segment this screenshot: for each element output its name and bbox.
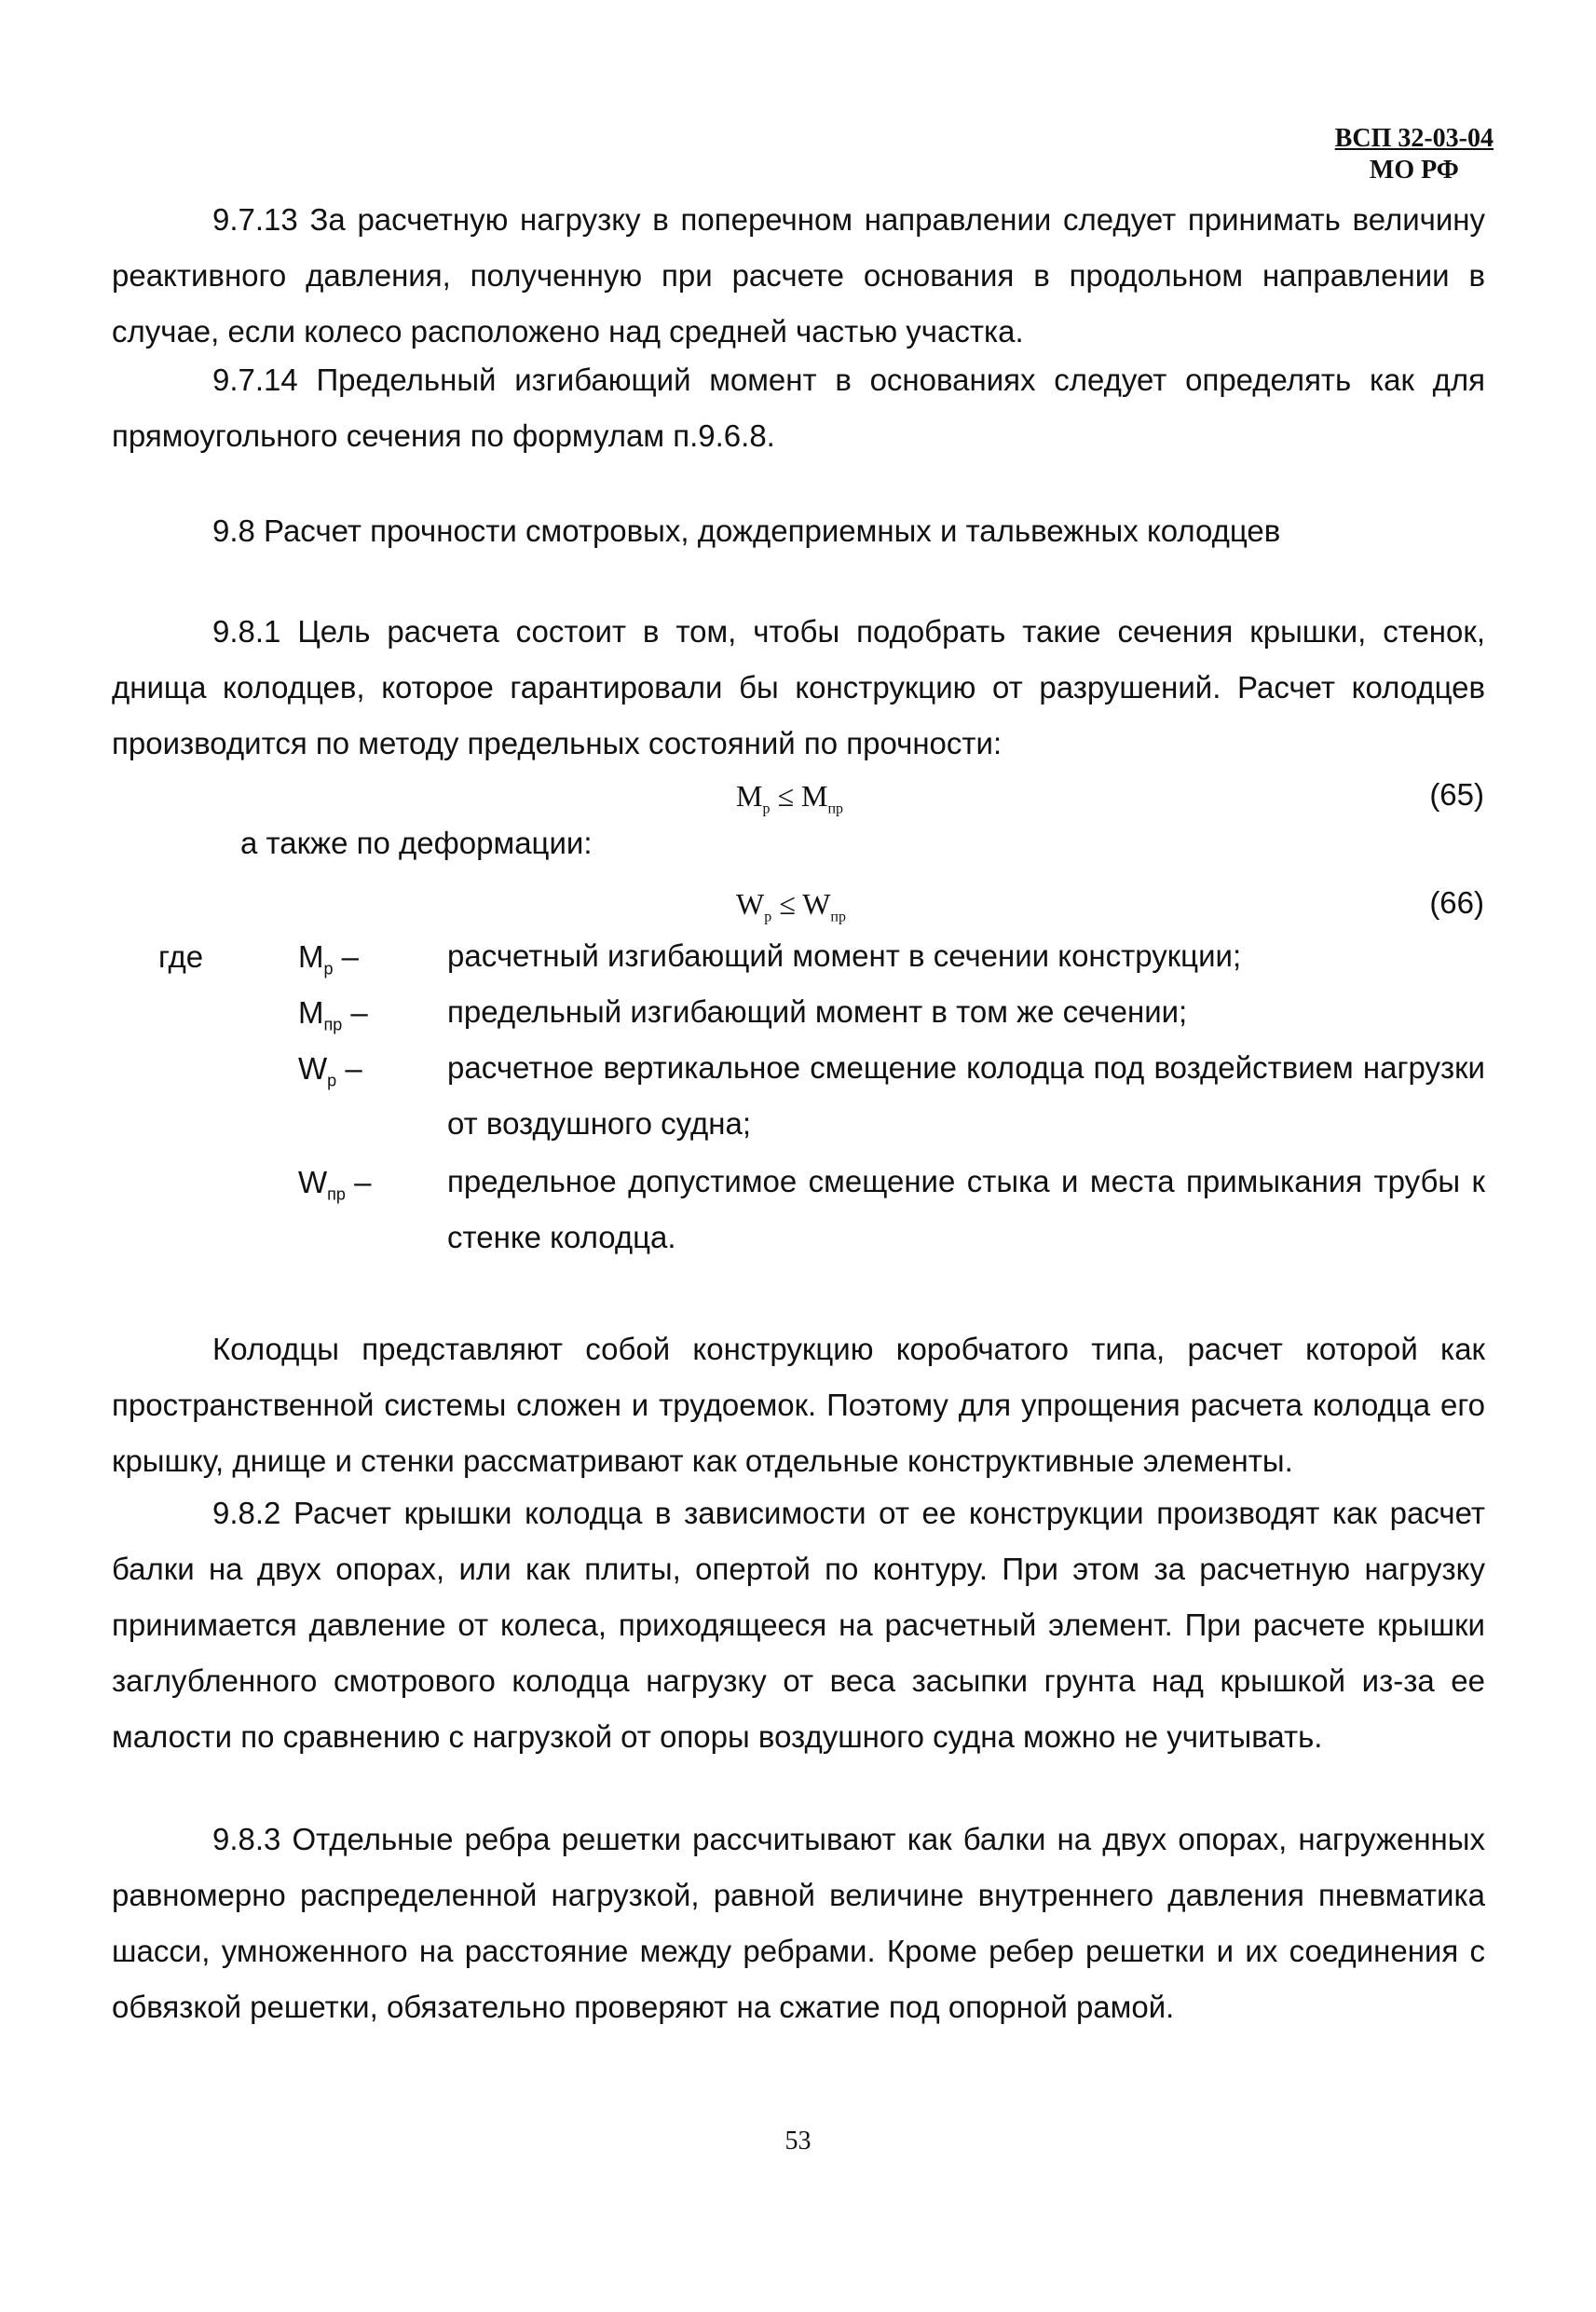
definition-mp: расчетный изгибающий момент в сечении конструкции;	[447, 938, 1242, 973]
paragraph-9-8-2: 9.8.2 Расчет крышки колодца в зависимости от ее конструкции производят как расчет балки на двух опорах, или как плиты, опертой по контуру. При этом за расчетную нагрузку принимается давление от колеса, приходящееся на расчетный элемент. При расчете крышки заглубленного смотрового колодца нагрузку от веса засыпки грунта над крышкой из-за ее малости по сравнению с нагрузкой от опоры воздушного судна можно не учитывать.	[112, 1496, 1485, 1754]
symbol-wpr: $W_{пр}$ –	[298, 1165, 372, 1204]
section-heading-9-8: 9.8 Расчет прочности смотровых, дождеприемных и тальвежных колодцев	[212, 513, 1281, 548]
paragraph-9-7-14: 9.7.14 Предельный изгибающий момент в основаниях следует определять как для прямоугольного сечения по формулам п.9.6.8.	[112, 363, 1485, 453]
paragraph-9-8-3: 9.8.3 Отдельные ребра решетки рассчитывают как балки на двух опорах, нагруженных равномерно распределенной нагрузкой, равной величине внутреннего давления пневматика шасси, умноженного на расстояние между ребрами. Кроме ребер решетки и их соединения с обвязкой решетки, обязательно проверяют на сжатие под опорной рамой.	[112, 1822, 1485, 2024]
where-label: где	[158, 939, 204, 974]
symbol-wp: $W_p$ –	[298, 1051, 362, 1090]
also-deformation-text: а также по деформации:	[240, 826, 593, 860]
symbol-mpr: $M_{пр}$ –	[298, 995, 368, 1034]
organization: МО РФ	[1369, 156, 1459, 185]
formula-66: $W_p \le W_{пр}$	[736, 887, 846, 925]
definition-wp: расчетное вертикальное смещение колодца под воздействием нагрузки от воздушного судна;	[447, 1050, 1485, 1141]
paragraph-wells: Колодцы представляют собой конструкцию коробчатого типа, расчет которой как пространственной системы сложен и трудоемок. Поэтому для упрощения расчета колодца его крышку, днище и стенки рассматривают как отдельные конструктивные элементы.	[112, 1332, 1485, 1478]
equation-number-66: (66)	[1429, 885, 1484, 920]
symbol-mp: $M_p$ –	[298, 939, 360, 978]
page-number: 53	[784, 2127, 812, 2155]
equation-number-65: (65)	[1429, 777, 1484, 812]
formula-65: $M_p \le M_{пр}$	[736, 779, 844, 817]
paragraph-9-7-13: 9.7.13 За расчетную нагрузку в поперечном направлении следует принимать величину реактивного давления, полученную при расчете основания в продольном направлении в случае, если колесо расположено над средней частью участка.	[112, 202, 1485, 349]
definition-mpr: предельный изгибающий момент в том же сечении;	[447, 994, 1188, 1029]
paragraph-9-8-1: 9.8.1 Цель расчета состоит в том, чтобы подобрать такие сечения крышки, стенок, днища колодцев, которое гарантировали бы конструкцию от разрушений. Расчет колодцев производится по методу предельных состояний по прочности:	[112, 614, 1485, 760]
standard-code: ВСП 32-03-04	[1334, 124, 1494, 153]
document-header	[1335, 123, 1494, 186]
definition-wpr: предельное допустимое смещение стыка и места примыкания трубы к стенке колодца.	[447, 1164, 1485, 1254]
